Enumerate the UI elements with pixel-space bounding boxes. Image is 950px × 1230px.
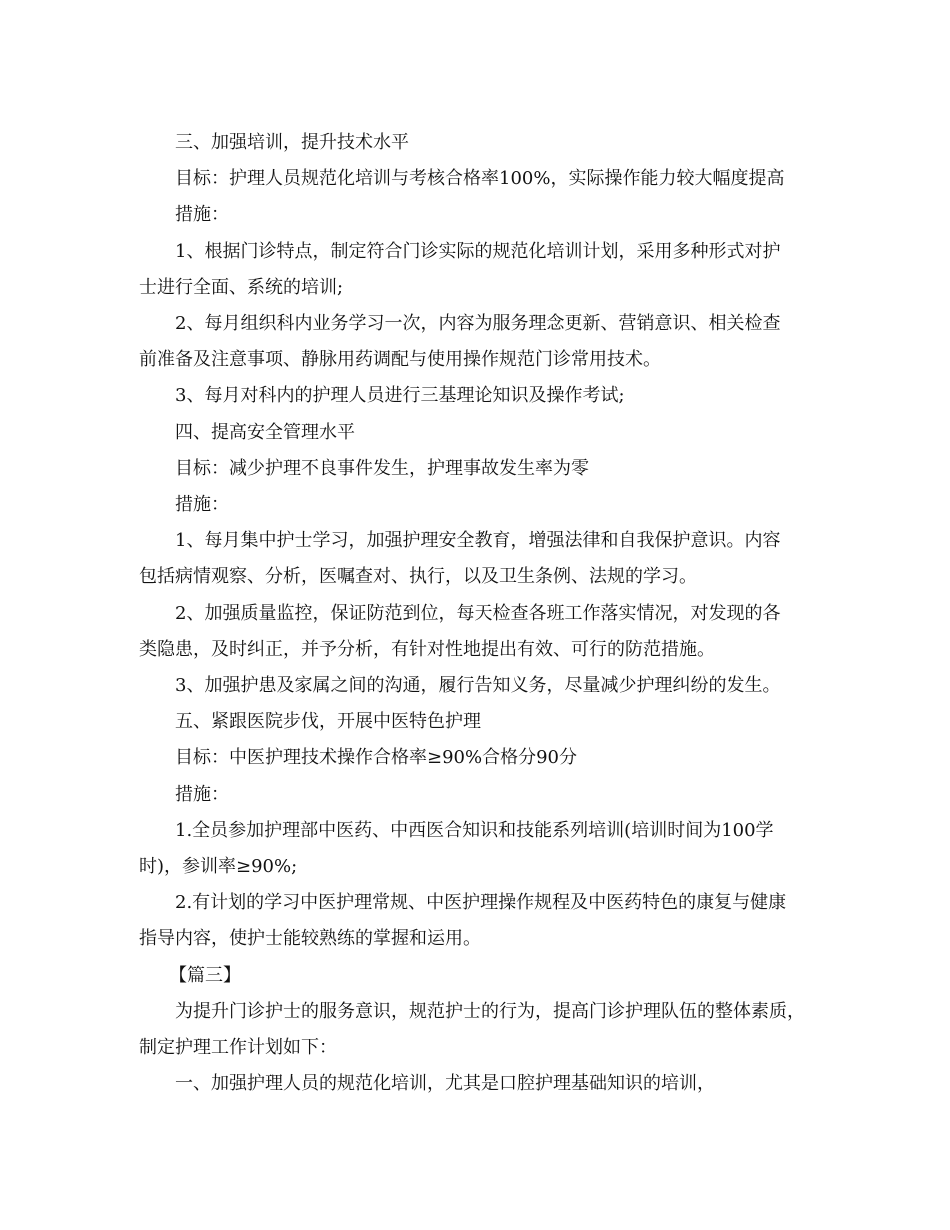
text-line: 目标：中医护理技术操作合格率≥90%合格分90分: [175, 747, 577, 769]
text-line: 3、加强护患及家属之间的沟通，履行告知义务，尽量减少护理纠纷的发生。: [175, 675, 781, 697]
text-line: 目标：减少护理不良事件发生，护理事故发生率为零: [175, 457, 589, 479]
text-line: 1.全员参加护理部中医药、中西医合知识和技能系列培训(培训时间为100学: [175, 819, 774, 841]
section-heading: 【篇三】: [169, 964, 241, 986]
text-line: 措施：: [175, 494, 229, 516]
text-line: 1、每月集中护士学习，加强护理安全教育，增强法律和自我保护意识。内容: [175, 530, 781, 552]
text-line: 1、根据门诊特点，制定符合门诊实际的规范化培训计划，采用多种形式对护: [175, 240, 781, 262]
text-line: 前准备及注意事项、静脉用药调配与使用操作规范门诊常用技术。: [139, 349, 661, 371]
text-line: 包括病情观察、分析，医嘱查对、执行，以及卫生条例、法规的学习。: [139, 566, 697, 588]
text-line: 2、每月组织科内业务学习一次，内容为服务理念更新、营销意识、相关检查: [175, 313, 781, 335]
text-line: 士进行全面、系统的培训;: [139, 276, 344, 298]
text-line: 措施：: [175, 204, 229, 226]
text-line: 五、紧跟医院步伐，开展中医特色护理: [175, 711, 481, 733]
text-line: 指导内容，使护士能较熟练的掌握和运用。: [139, 928, 481, 950]
text-line: 措施：: [175, 783, 229, 805]
text-line: 类隐患，及时纠正，并予分析，有针对性地提出有效、可行的防范措施。: [139, 638, 715, 660]
text-line: 为提升门诊护士的服务意识，规范护士的行为，提高门诊护理队伍的整体素质，: [175, 1000, 805, 1022]
text-line: 2、加强质量监控，保证防范到位，每天检查各班工作落实情况，对发现的各: [175, 602, 781, 624]
text-line: 目标：护理人员规范化培训与考核合格率100%，实际操作能力较大幅度提高: [175, 168, 785, 190]
text-line: 制定护理工作计划如下：: [139, 1037, 337, 1059]
text-line: 时)，参训率≥90%;: [139, 856, 298, 878]
text-line: 3、每月对科内的护理人员进行三基理论知识及操作考试;: [175, 385, 625, 407]
text-line: 一、加强护理人员的规范化培训，尤其是口腔护理基础知识的培训，: [175, 1073, 715, 1095]
text-line: 四、提高安全管理水平: [175, 421, 355, 443]
text-line: 2.有计划的学习中医护理常规、中医护理操作规程及中医药特色的康复与健康: [175, 892, 787, 914]
document-body: [139, 125, 809, 1102]
text-line: 三、加强培训，提升技术水平: [175, 132, 409, 153]
